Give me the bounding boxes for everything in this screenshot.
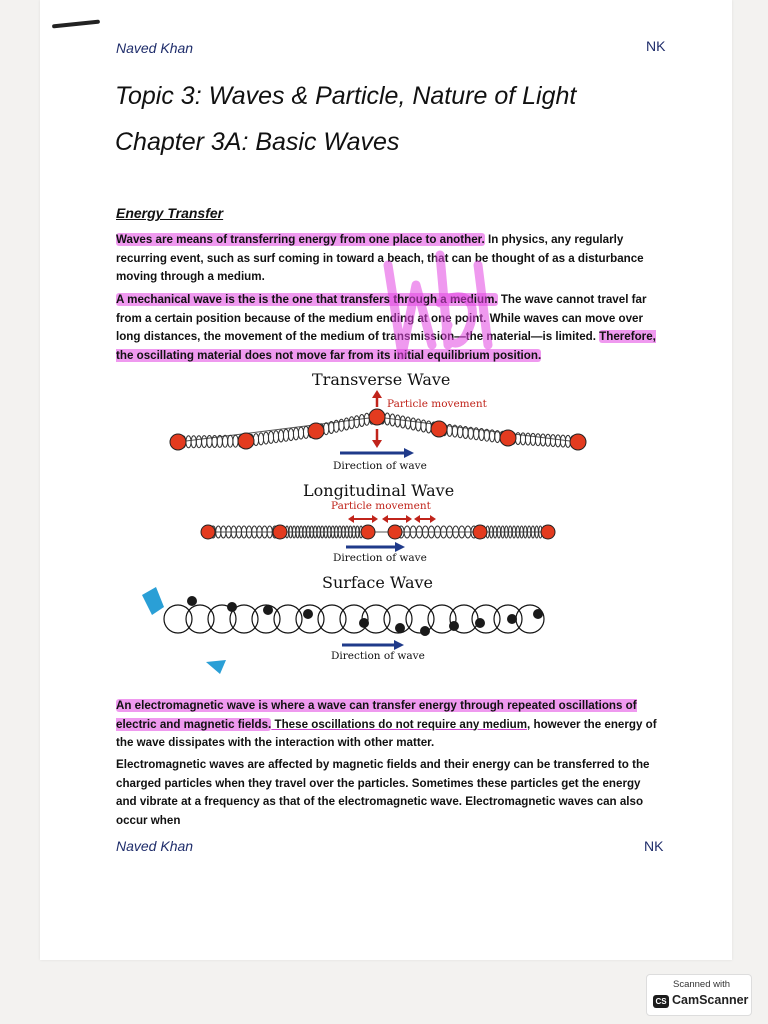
direction-of-wave-label: Direction of wave [333, 552, 427, 564]
wave-diagram-graphics [150, 365, 610, 665]
highlighted-text: Waves are means of transferring energy from one place to another. [116, 233, 485, 246]
spring-coil [283, 429, 288, 441]
surface-wave-title: Surface Wave [322, 573, 433, 592]
surface-circle [186, 605, 214, 633]
header-author: Naved Khan [116, 40, 194, 56]
spring-coil [540, 434, 545, 446]
particle [431, 421, 447, 437]
longitudinal-wave [201, 515, 555, 552]
spring-coil [228, 435, 233, 447]
blue-mark [138, 585, 178, 621]
particle [500, 430, 516, 446]
surface-circle [274, 605, 302, 633]
paragraph-electromagnetic-effects: Electromagnetic waves are affected by magnetic fields and their energy can be transferred to the charged particles when they travel over the particles. Sometimes these particles get the energy and vibrate at a frequency as that of the electromagnetic wave. Electromagnetic waves can also occur when [116, 758, 650, 827]
spring-coil [390, 414, 395, 426]
direction-of-wave-label: Direction of wave [333, 460, 427, 472]
spring-coil [395, 415, 400, 427]
spring-coil [186, 436, 191, 448]
particle [388, 525, 402, 539]
particle [570, 434, 586, 450]
particle [507, 614, 517, 624]
surface-circle [516, 605, 544, 633]
highlighted-text: An electromagnetic wave is where a wave can transfer energy through repeated oscillations of electric and magnetic fields. [116, 699, 637, 731]
paragraph-electromagnetic-wave [116, 697, 664, 753]
spring-coil [535, 434, 540, 446]
spring-coil [416, 419, 421, 431]
spring-coil [530, 433, 535, 445]
paragraph-text: The wave cannot travel far from a certain position because of the medium ending at one point. While waves can move over long distances, the movement of the medium of transmission—the material—is limited. [116, 293, 647, 343]
particle [273, 525, 287, 539]
surface-circle [472, 605, 500, 633]
particle [541, 525, 555, 539]
spring-coil [268, 431, 273, 443]
header-initials: NK [646, 38, 666, 54]
spring-coil [525, 433, 530, 445]
spring-coil [344, 418, 349, 430]
wave-diagram [150, 365, 610, 665]
spring-coil [233, 435, 238, 447]
particle-movement-label: Particle movement [331, 500, 431, 512]
highlighted-text: Therefore, the oscillating material does not move far from its initial equilibrium position. [116, 330, 656, 362]
spring-coil [411, 418, 416, 430]
spring-coil [258, 433, 263, 445]
transverse-wave [170, 390, 586, 458]
particle [201, 525, 215, 539]
underlined-text: These oscillations do not require any medium, [271, 717, 531, 731]
particle [475, 618, 485, 628]
chapter-title: Chapter 3A: Basic Waves [115, 128, 400, 156]
spring-coil [400, 416, 405, 428]
direction-of-wave-label: Direction of wave [331, 650, 425, 662]
spring-coil [324, 423, 329, 435]
transverse-wave-title: Transverse Wave [312, 370, 451, 389]
footer-author: Naved Khan [116, 838, 194, 854]
spring-coil [349, 417, 354, 429]
spring-coil [263, 432, 268, 444]
spring-coil [426, 421, 431, 433]
particle [359, 618, 369, 628]
particle [361, 525, 375, 539]
paragraph-text: In physics, any regularly recurring event, such as surf coming in toward a beach, that can be thought of as a disturbance moving through a medium. [116, 233, 644, 283]
particle [170, 434, 186, 450]
spring-coil [202, 436, 207, 448]
paragraph-text: however the energy of the wave dissipates with the interaction with other matter. [116, 717, 657, 749]
spring-coil [560, 435, 565, 447]
spring-coil [550, 435, 555, 447]
surface-circle [406, 605, 434, 633]
blue-mark [204, 658, 230, 678]
spring-coil [207, 436, 212, 448]
camscanner-name: CamScanner [672, 993, 749, 1007]
spring-coil [293, 428, 298, 440]
spring-coil [191, 436, 196, 448]
spring-coil [545, 434, 550, 446]
particle [395, 623, 405, 633]
spring-coil [288, 429, 293, 441]
spring-coil [405, 417, 410, 429]
spring-coil [359, 415, 364, 427]
particle [533, 609, 543, 619]
particle [449, 621, 459, 631]
particle [308, 423, 324, 439]
spring-coil [278, 430, 283, 442]
particle [420, 626, 430, 636]
longitudinal-wave-title: Longitudinal Wave [303, 481, 455, 500]
particle [263, 605, 273, 615]
particle [369, 409, 385, 425]
particle [238, 433, 254, 449]
footer-initials: NK [644, 838, 664, 854]
section-heading: Energy Transfer [116, 205, 224, 221]
camscanner-logo-icon: CS [653, 995, 669, 1008]
spring-coil [196, 436, 201, 448]
particle [227, 602, 237, 612]
spring-coil [421, 420, 426, 432]
surface-circle [296, 605, 324, 633]
scanned-with-label: Scanned with [673, 979, 731, 990]
spring-coil [298, 427, 303, 439]
highlighted-text: A mechanical wave is the is the one that transfers through a medium. [116, 293, 498, 306]
camscanner-watermark [646, 974, 752, 1016]
spring-coil [364, 413, 369, 425]
highlighter-scribble [370, 225, 510, 375]
spring-coil [555, 435, 560, 447]
spring-coil [354, 416, 359, 428]
particle-movement-label: Particle movement [387, 398, 487, 410]
particle [303, 609, 313, 619]
particle [187, 596, 197, 606]
topic-title: Topic 3: Waves & Particle, Nature of Light [115, 82, 577, 110]
surface-wave [164, 596, 544, 650]
spring-coil [223, 435, 228, 447]
surface-circle [318, 605, 346, 633]
spring-coil [273, 431, 278, 443]
spring-coil [329, 422, 334, 434]
particle [473, 525, 487, 539]
